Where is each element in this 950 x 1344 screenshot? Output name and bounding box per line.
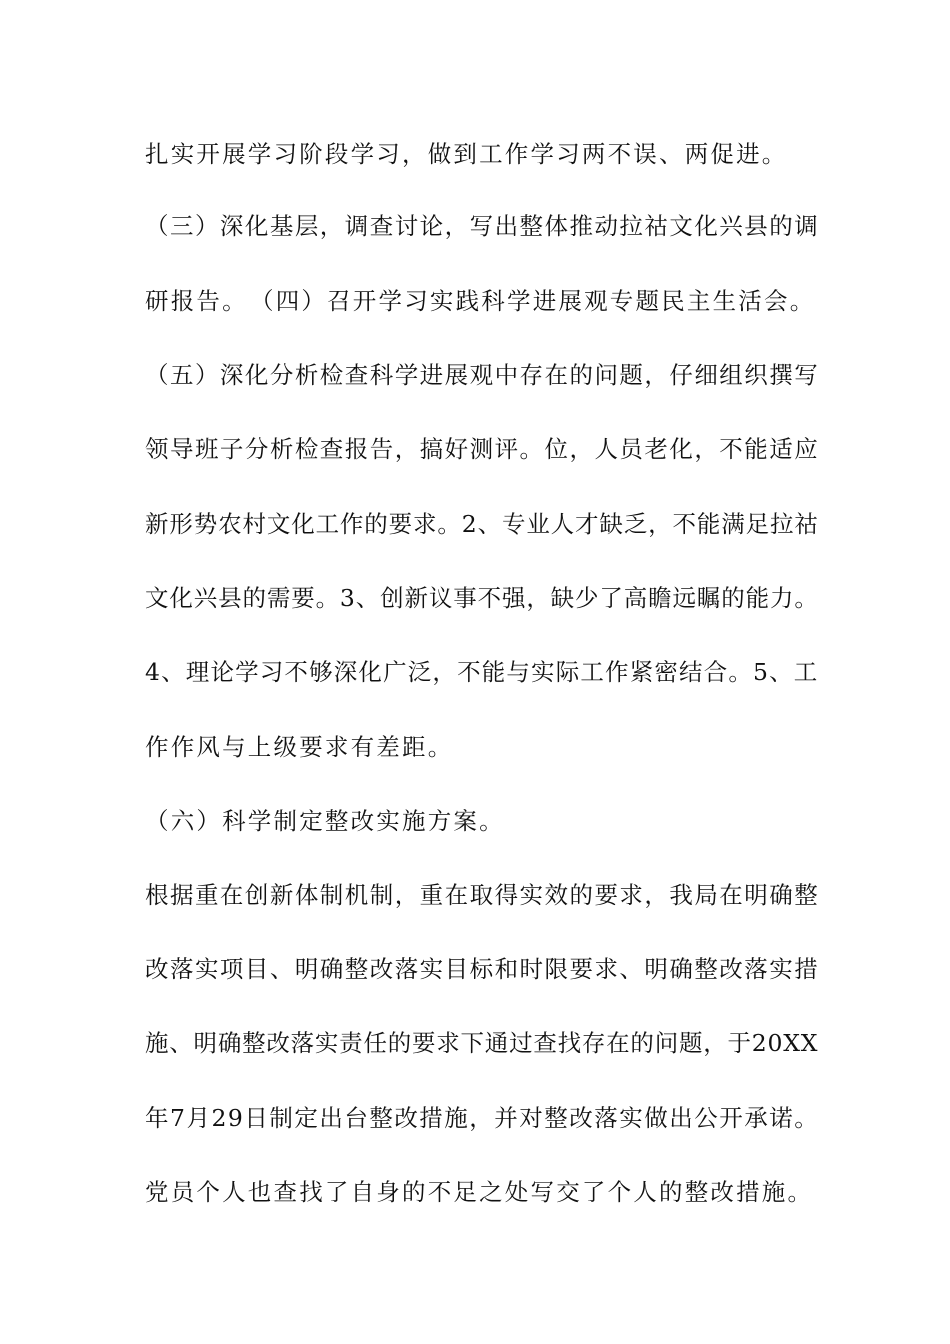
- text-line: （三）深化基层，调查讨论，写出整体推动拉祜文化兴县的调: [145, 212, 820, 240]
- text-line: 领导班子分析检查报告，搞好测评。位，人员老化，不能适应: [145, 435, 820, 463]
- text-line: 根据重在创新体制机制，重在取得实效的要求，我局在明确整: [145, 881, 820, 909]
- text-line: 文化兴县的需要。3、创新议事不强，缺少了高瞻远瞩的能力。: [145, 584, 819, 612]
- text-line: 年7月29日制定出台整改措施，并对整改落实做出公开承诺。: [145, 1104, 820, 1132]
- text-line: 扎实开展学习阶段学习，做到工作学习两不误、两促进。: [145, 140, 788, 168]
- text-line: （六）科学制定整改实施方案。: [145, 807, 505, 835]
- text-line: 研报告。 （四）召开学习实践科学进展观专题民主生活会。: [145, 287, 816, 315]
- text-line: 施、明确整改落实责任的要求下通过查找存在的问题，于20XX: [145, 1029, 819, 1057]
- text-line: 4、理论学习不够深化广泛，不能与实际工作紧密结合。5、工: [145, 658, 819, 686]
- text-line: 改落实项目、明确整改落实目标和时限要求、明确整改落实措: [145, 955, 820, 983]
- text-line: （五）深化分析检查科学进展观中存在的问题，仔细组织撰写: [145, 361, 820, 389]
- text-line: 新形势农村文化工作的要求。2、专业人才缺乏，不能满足拉祜: [145, 510, 819, 538]
- text-line: 作作风与上级要求有差距。: [145, 733, 454, 761]
- text-line: 党员个人也查找了自身的不足之处写交了个人的整改措施。: [145, 1178, 814, 1206]
